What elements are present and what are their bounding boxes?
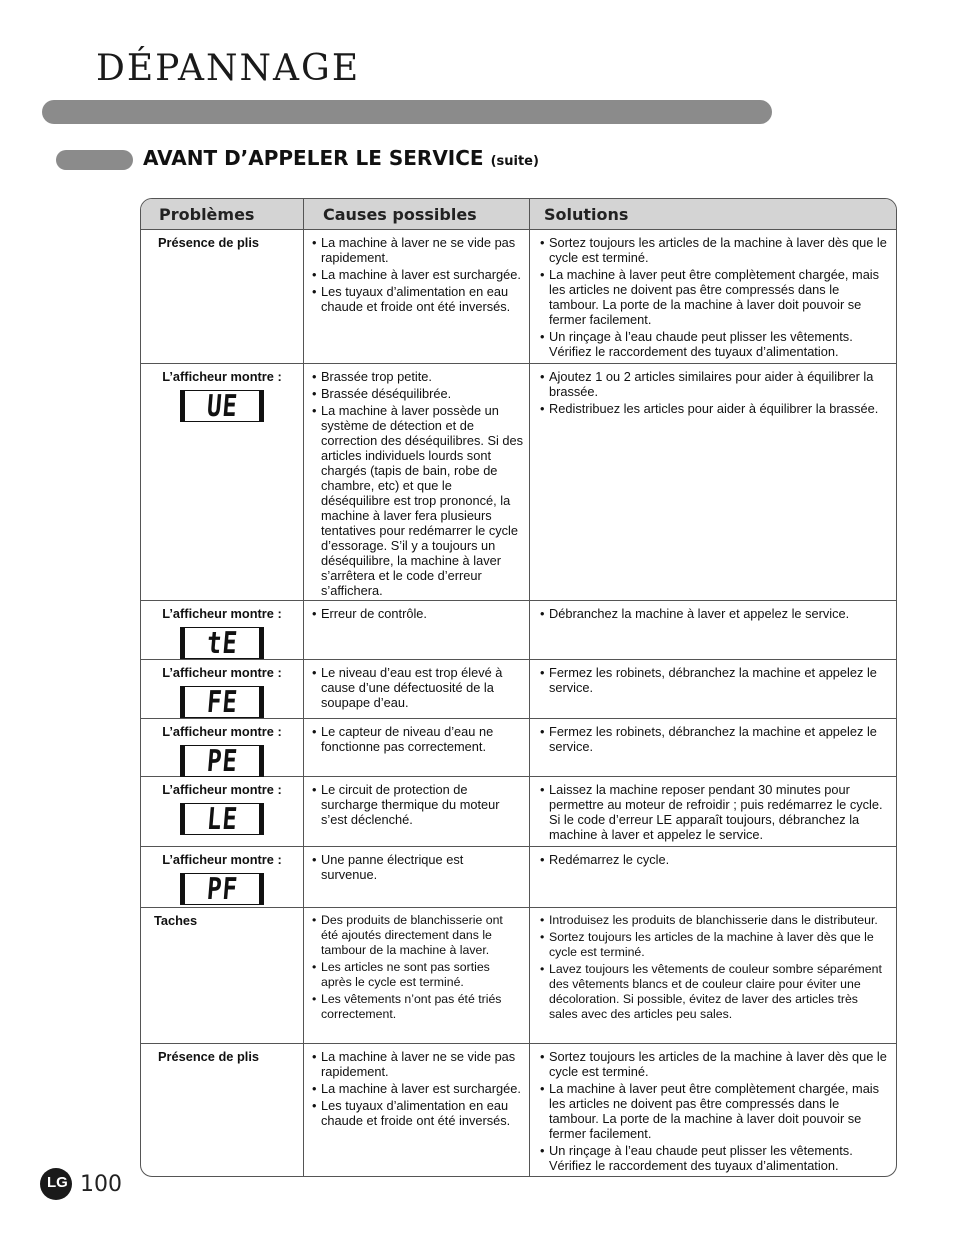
cause-item: • Les articles ne sont pas sorties après le cycle est terminé.: [312, 960, 523, 990]
cause-item: • La machine à laver est surchargée.: [312, 1081, 523, 1096]
cause-item: • La machine à laver ne se vide pas rapidement.: [312, 235, 523, 265]
problem-label: L’afficheur montre :: [162, 782, 282, 797]
cause-item: • Les tuyaux d’alimentation en eau chaude et froide ont été inversés.: [312, 284, 523, 314]
page-number: 100: [80, 1172, 122, 1197]
cause-item: • Des produits de blanchisserie ont été ajoutés directement dans le tambour de la machine à laver.: [312, 913, 523, 958]
cause-item: • Brassée trop petite.: [312, 369, 523, 384]
solutions-cell: [530, 847, 896, 907]
solution-item: • Un rinçage à l’eau chaude peut plisser les vêtements. Vérifiez le raccordement des tuyaux d’alimentation.: [540, 1143, 890, 1173]
solutions-cell: [530, 660, 896, 718]
problem-label: L’afficheur montre :: [162, 606, 282, 621]
solution-item: • Ajoutez 1 ou 2 articles similaires pour aider à équilibrer la brassée.: [540, 369, 890, 399]
solution-item: • Fermez les robinets, débranchez la machine et appelez le service.: [540, 724, 890, 754]
table-header: [141, 199, 896, 230]
table-row: [141, 777, 896, 847]
problem-cell: Présence de plis: [141, 230, 304, 363]
solution-item: • Laissez la machine reposer pendant 30 minutes pour permettre au moteur de refroidir ; puis redémarrez le cycle. Si le code d’erreur LE apparaît toujours, débranchez la machine à laver et appelez le service.: [540, 782, 890, 842]
header-causes: Causes possibles: [304, 199, 530, 229]
problem-cell: [141, 719, 304, 776]
problem-cell: Taches: [141, 908, 304, 1043]
troubleshooting-table: [140, 198, 897, 1177]
problem-cell: [141, 847, 304, 907]
cause-item: • Brassée déséquilibrée.: [312, 386, 523, 401]
section-marker: [56, 150, 133, 170]
solution-item: • Débranchez la machine à laver et appelez le service.: [540, 606, 890, 621]
solution-item: • Introduisez les produits de blanchisserie dans le distributeur.: [540, 913, 890, 928]
problem-label: L’afficheur montre :: [162, 724, 282, 739]
solutions-cell: [530, 601, 896, 659]
page-title: DÉPANNAGE: [96, 48, 361, 89]
header-bar: [42, 100, 772, 124]
cause-item: • La machine à laver est surchargée.: [312, 267, 523, 282]
cause-item: • Le niveau d’eau est trop élevé à cause d’une défectuosité de la soupape d’eau.: [312, 665, 523, 710]
solutions-cell: [530, 777, 896, 846]
error-code: UE: [205, 387, 239, 423]
table-row: [141, 230, 896, 364]
solution-item: • Redémarrez le cycle.: [540, 852, 890, 867]
display-code-icon: [180, 387, 264, 423]
causes-cell: [304, 364, 530, 600]
lg-logo-icon: [40, 1168, 72, 1200]
solutions-cell: [530, 230, 896, 363]
causes-cell: [304, 1044, 530, 1177]
cause-item: • La machine à laver possède un système de détection et de correction des déséquilibres. Si des articles individuels lourds sont chargés (tapis de bain, robe de chambre, etc) et que le déséquilibre est trop prononcé, la machine à laver fera plusieurs tentatives pour redémarrer le cycle d’essorage. S’il y a toujours un déséquilibre, la machine à laver s’arrêtera et le code d’erreur s’affichera.: [312, 403, 523, 598]
solution-item: • Redistribuez les articles pour aider à équilibrer la brassée.: [540, 401, 890, 416]
table-row: [141, 847, 896, 908]
solution-item: • La machine à laver peut être complètement chargée, mais les articles ne doivent pas être compressés dans le tambour. La porte de la machine à laver doit pouvoir se fermer facilement.: [540, 267, 890, 327]
cause-item: • Erreur de contrôle.: [312, 606, 523, 621]
table-row: [141, 601, 896, 660]
solution-item: • Lavez toujours les vêtements de couleur sombre séparément des vêtements blancs et de couleur claire pour éviter une décoloration. Si possible, évitez de laver des articles très sales avec des articles peu sales.: [540, 962, 890, 1022]
problem-cell: [141, 601, 304, 659]
logo-text: LG: [47, 1174, 68, 1191]
error-code: PE: [205, 742, 239, 778]
problem-cell: [141, 777, 304, 846]
error-code: tE: [205, 624, 239, 660]
section-title-suffix: (suite): [490, 154, 539, 169]
section-title-text: AVANT D’APPELER LE SERVICE: [143, 146, 484, 170]
problem-label: L’afficheur montre :: [162, 665, 282, 680]
cause-item: • Le circuit de protection de surcharge thermique du moteur s’est déclenché.: [312, 782, 523, 827]
table-row: [141, 719, 896, 777]
error-code: FE: [205, 683, 239, 719]
section-title: [143, 146, 539, 170]
cause-item: • Une panne électrique est survenue.: [312, 852, 523, 882]
display-code-icon: [180, 742, 264, 778]
table-row: [141, 1044, 896, 1177]
causes-cell: [304, 777, 530, 846]
error-code: PF: [205, 870, 239, 906]
cause-item: • La machine à laver ne se vide pas rapidement.: [312, 1049, 523, 1079]
solution-item: • Un rinçage à l’eau chaude peut plisser les vêtements. Vérifiez le raccordement des tuyaux d’alimentation.: [540, 329, 890, 359]
causes-cell: [304, 601, 530, 659]
problem-cell: [141, 364, 304, 600]
table-row: [141, 908, 896, 1044]
table-row: [141, 660, 896, 719]
problem-cell: Présence de plis: [141, 1044, 304, 1177]
causes-cell: [304, 719, 530, 776]
display-code-icon: [180, 800, 264, 836]
causes-cell: [304, 908, 530, 1043]
table-row: [141, 364, 896, 601]
cause-item: • Le capteur de niveau d’eau ne fonctionne pas correctement.: [312, 724, 523, 754]
solution-item: • Sortez toujours les articles de la machine à laver dès que le cycle est terminé.: [540, 930, 890, 960]
solution-item: • Fermez les robinets, débranchez la machine et appelez le service.: [540, 665, 890, 695]
cause-item: • Les vêtements n’ont pas été triés correctement.: [312, 992, 523, 1022]
solutions-cell: [530, 719, 896, 776]
problem-label: L’afficheur montre :: [162, 369, 282, 384]
header-problems: Problèmes: [141, 199, 304, 229]
solution-item: • La machine à laver peut être complètement chargée, mais les articles ne doivent pas être compressés dans le tambour. La porte de la machine à laver doit pouvoir se fermer facilement.: [540, 1081, 890, 1141]
solution-item: • Sortez toujours les articles de la machine à laver dès que le cycle est terminé.: [540, 1049, 890, 1079]
display-code-icon: [180, 870, 264, 906]
solutions-cell: [530, 908, 896, 1043]
causes-cell: [304, 660, 530, 718]
cause-item: • Les tuyaux d’alimentation en eau chaude et froide ont été inversés.: [312, 1098, 523, 1128]
error-code: LE: [205, 800, 239, 836]
header-solutions: Solutions: [544, 204, 629, 224]
problem-label: L’afficheur montre :: [162, 852, 282, 867]
problem-cell: [141, 660, 304, 718]
solutions-cell: [530, 1044, 896, 1177]
causes-cell: [304, 230, 530, 363]
causes-cell: [304, 847, 530, 907]
display-code-icon: [180, 683, 264, 719]
solutions-cell: [530, 364, 896, 600]
solution-item: • Sortez toujours les articles de la machine à laver dès que le cycle est terminé.: [540, 235, 890, 265]
display-code-icon: [180, 624, 264, 660]
